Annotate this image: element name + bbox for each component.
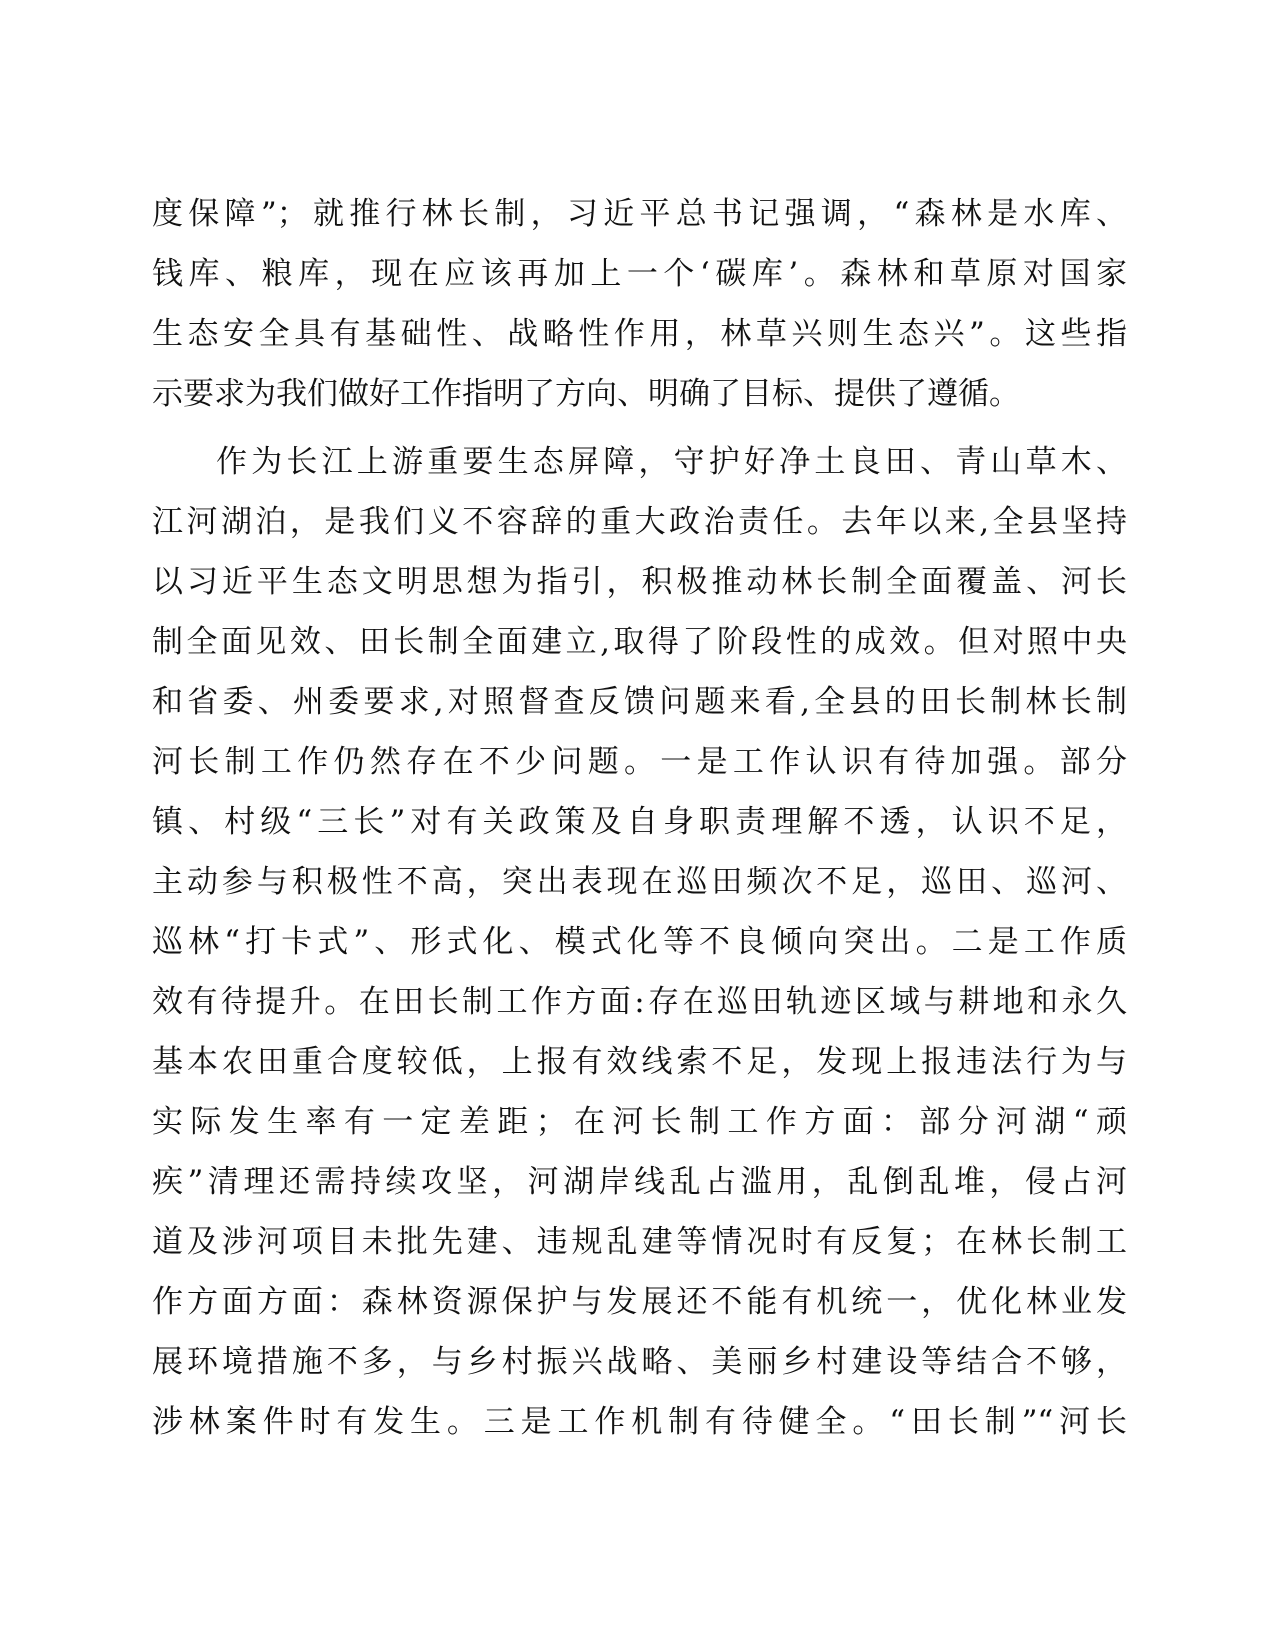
paragraph-line: 巡林“打卡式”、形式化、模式化等不良倾向突出。二是工作质 [152,924,1127,960]
paragraph-1 [152,184,1127,424]
paragraph-line: 生态安全具有基础性、战略性作用，林草兴则生态兴”。这些指 [152,316,1127,352]
paragraph-line: 和省委、州委要求,对照督查反馈问题来看,全县的田长制林长制 [152,684,1127,720]
paragraph-line: 河长制工作仍然存在不少问题。一是工作认识有待加强。部分 [152,744,1127,780]
paragraph-line: 钱库、粮库，现在应该再加上一个‘碳库’。森林和草原对国家 [152,256,1127,292]
paragraph-2 [152,432,1127,1452]
paragraph-line: 基本农田重合度较低，上报有效线索不足，发现上报违法行为与 [152,1044,1127,1080]
paragraph-line: 镇、村级“三长”对有关政策及自身职责理解不透，认识不足， [152,804,1127,840]
paragraph-line: 实际发生率有一定差距；在河长制工作方面：部分河湖“顽 [152,1104,1127,1140]
paragraph-line: 效有待提升。在田长制工作方面:存在巡田轨迹区域与耕地和永久 [152,984,1127,1020]
paragraph-line: 展环境措施不多，与乡村振兴战略、美丽乡村建设等结合不够， [152,1344,1127,1380]
paragraph-line: 示要求为我们做好工作指明了方向、明确了目标、提供了遵循。 [152,376,1020,412]
paragraph-line: 涉林案件时有发生。三是工作机制有待健全。“田长制”“河长 [152,1404,1127,1440]
paragraph-line: 疾”清理还需持续攻坚，河湖岸线乱占滥用，乱倒乱堆，侵占河 [152,1164,1127,1200]
paragraph-line: 作为长江上游重要生态屏障，守护好净土良田、青山草木、 [216,444,1127,480]
paragraph-line: 作方面方面：森林资源保护与发展还不能有机统一，优化林业发 [152,1284,1127,1320]
paragraph-line: 以习近平生态文明思想为指引，积极推动林长制全面覆盖、河长 [152,564,1127,600]
paragraph-line: 度保障”；就推行林长制，习近平总书记强调，“森林是水库、 [152,196,1127,232]
paragraph-line: 道及涉河项目未批先建、违规乱建等情况时有反复；在林长制工 [152,1224,1127,1260]
paragraph-line: 主动参与积极性不高，突出表现在巡田频次不足，巡田、巡河、 [152,864,1127,900]
paragraph-line: 制全面见效、田长制全面建立,取得了阶段性的成效。但对照中央 [152,624,1127,660]
paragraph-line: 江河湖泊，是我们义不容辞的重大政治责任。去年以来,全县坚持 [152,504,1127,540]
